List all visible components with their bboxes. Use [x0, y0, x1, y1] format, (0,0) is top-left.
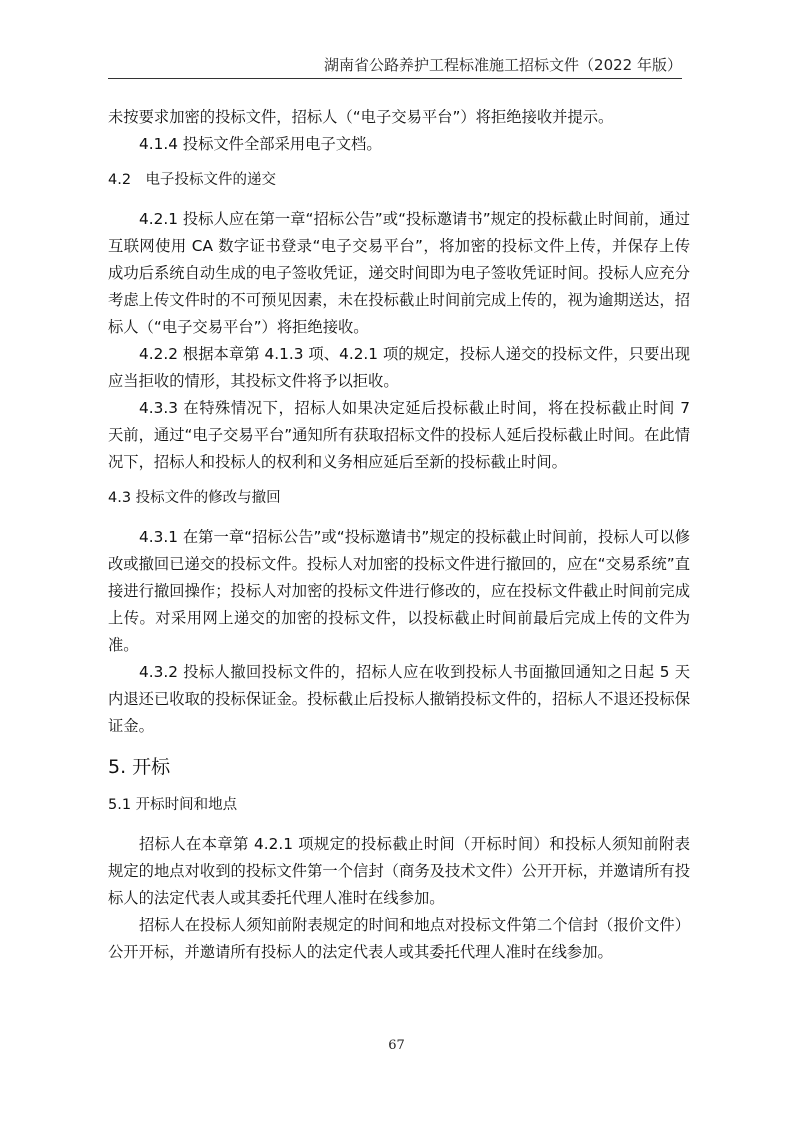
- paragraph-4-3-1: 4.3.1 在第一章“招标公告”或“投标邀请书”规定的投标截止时间前，投标人可以修改或撤回已递交的投标文件。投标人对加密的投标文件进行撤回的，应在“交易系统”直接进行撤回操作；投标人对加密的投标文件进行修改的，应在投标文件截止时间前完成上传。对采用网上递交的加密的投标文件，以投标截止时间前最后完成上传的文件为准。: [108, 528, 690, 654]
- paragraph-4-3-2: 4.3.2 投标人撤回投标文件的，招标人应在收到投标人书面撤回通知之日起 5 天内退还已收取的投标保证金。投标截止后投标人撤销投标文件的，招标人不退还投标保证金。: [108, 663, 690, 735]
- page-number: 67: [388, 1038, 405, 1053]
- paragraph-4-2-2: 4.2.2 根据本章第 4.1.3 项、4.2.1 项的规定，投标人递交的投标文件，只要出现应当拒收的情形，其投标文件将予以拒收。: [108, 345, 690, 390]
- heading-5-1: 5.1 开标时间和地点: [108, 797, 238, 813]
- paragraph-4-3-3: 4.3.3 在特殊情况下，招标人如果决定延后投标截止时间，将在投标截止时间 7 天前，通过“电子交易平台”通知所有获取招标文件的投标人延后投标截止时间。在此情况下，招标人和投标人的权利和义务相应延后至新的投标截止时间。: [108, 399, 690, 471]
- page-body: [108, 104, 690, 966]
- heading-5: 5. 开标: [108, 756, 171, 778]
- paragraph-continuation: 未按要求加密的投标文件，招标人（“电子交易平台”）将拒绝接收并提示。: [108, 108, 614, 126]
- heading-4-3: 4.3 投标文件的修改与撤回: [108, 490, 281, 506]
- paragraph-4-2-1: 4.2.1 投标人应在第一章“招标公告”或“投标邀请书”规定的投标截止时间前，通过互联网使用 CA 数字证书登录“电子交易平台”，将加密的投标文件上传，并保存上传成功后系统自动生成的电子签收凭证，递交时间即为电子签收凭证时间。投标人应充分考虑上传文件时的不可预见因素，未在投标截止时间前完成上传的，视为逾期送达，招标人（“电子交易平台”）将拒绝接收。: [108, 210, 690, 336]
- paragraph-4-1-4: 4.1.4 投标文件全部采用电子文档。: [139, 135, 382, 153]
- paragraph-5-1-b: 招标人在投标人须知前附表规定的时间和地点对投标文件第二个信封（报价文件）公开开标，并邀请所有投标人的法定代表人或其委托代理人准时在线参加。: [108, 916, 690, 961]
- heading-4-2: 4.2 电子投标文件的递交: [108, 172, 277, 188]
- paragraph-5-1-a: 招标人在本章第 4.2.1 项规定的投标截止时间（开标时间）和投标人须知前附表规定的地点对收到的投标文件第一个信封（商务及技术文件）公开开标，并邀请所有投标人的法定代表人或其委托代理人准时在线参加。: [108, 835, 690, 907]
- running-header: 湖南省公路养护工程标准施工招标文件（2022 年版）: [324, 56, 682, 74]
- header-rule: [108, 78, 682, 79]
